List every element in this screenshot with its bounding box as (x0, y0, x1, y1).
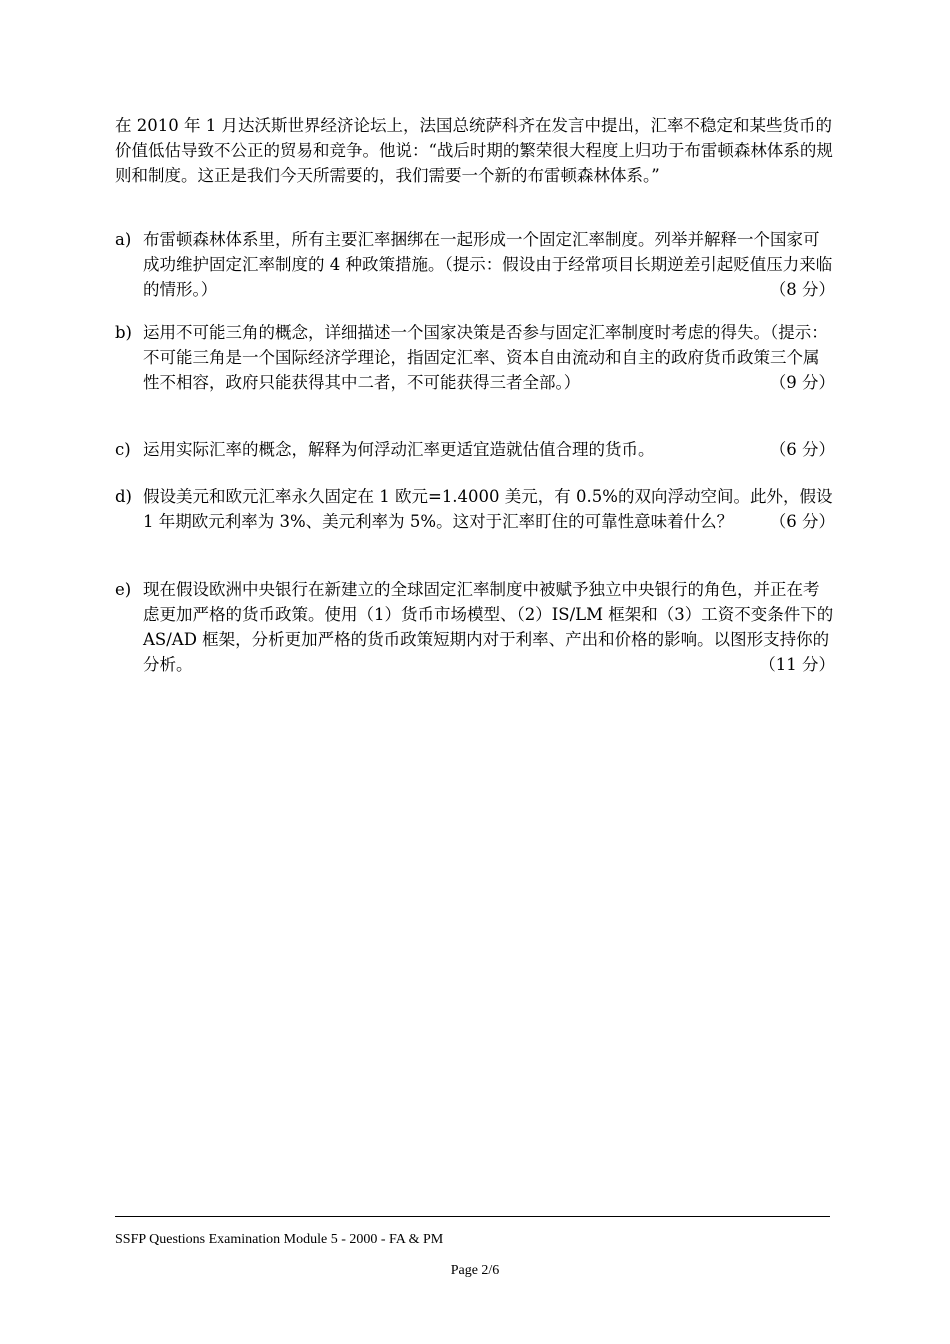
question-text: 布雷顿森林体系里，所有主要汇率捆绑在一起形成一个固定汇率制度。列举并解释一个国家可成功维护固定汇率制度的 4 种政策措施。（提示：假设由于经常项目长期逆差引起贬值压力来临的情形。） (143, 230, 833, 299)
question-text: 运用不可能三角的概念，详细描述一个国家决策是否参与固定汇率制度时考虑的得失。（提示：不可能三角是一个国际经济学理论，指固定汇率、资本自由流动和自主的政府货币政策三个属性不相容，政府只能获得其中二者，不可能获得三者全部。） (143, 323, 828, 392)
question-b (115, 320, 835, 395)
question-label: d) (115, 487, 132, 506)
question-points: （6 分） (764, 437, 835, 462)
question-label: a) (115, 230, 132, 249)
page-number: Page 2/6 (450, 1263, 500, 1278)
question-a (115, 227, 835, 302)
question-text: 运用实际汇率的概念，解释为何浮动汇率更适宜造就估值合理的货币。 (143, 440, 655, 459)
question-e (115, 577, 835, 677)
question-label: b) (115, 323, 132, 342)
intro-paragraph: 在 2010 年 1 月达沃斯世界经济论坛上，法国总统萨科齐在发言中提出，汇率不稳定和某些货币的价值低估导致不公正的贸易和竞争。他说：“战后时期的繁荣很大程度上归功于布雷顿森林体系的规则和制度。这正是我们今天所需要的，我们需要一个新的布雷顿森林体系。” (115, 116, 833, 185)
question-c (115, 437, 835, 462)
question-text: 假设美元和欧元汇率永久固定在 1 欧元=1.4000 美元，有 0.5%的双向浮动空间。此外，假设 1 年期欧元利率为 3%、美元利率为 5%。这对于汇率盯住的可靠性意味着什么？ (143, 487, 833, 531)
question-label: c) (115, 440, 131, 459)
question-label: e) (115, 580, 132, 599)
question-points: （9 分） (764, 370, 835, 395)
question-points: （8 分） (764, 277, 835, 302)
question-points: （6 分） (764, 509, 835, 534)
question-d (115, 484, 835, 534)
question-points: （11 分） (753, 652, 835, 677)
footer-divider (115, 1216, 830, 1217)
footer-title: SSFP Questions Examination Module 5 - 2000 - FA & PM (115, 1232, 444, 1247)
question-text: 现在假设欧洲中央银行在新建立的全球固定汇率制度中被赋予独立中央银行的角色，并正在考虑更加严格的货币政策。使用（1）货币市场模型、（2）IS/LM 框架和（3）工资不变条件下的 AS/AD 框架，分析更加严格的货币政策短期内对于利率、产出和价格的影响。以图形支持你的分析。 (143, 580, 834, 674)
